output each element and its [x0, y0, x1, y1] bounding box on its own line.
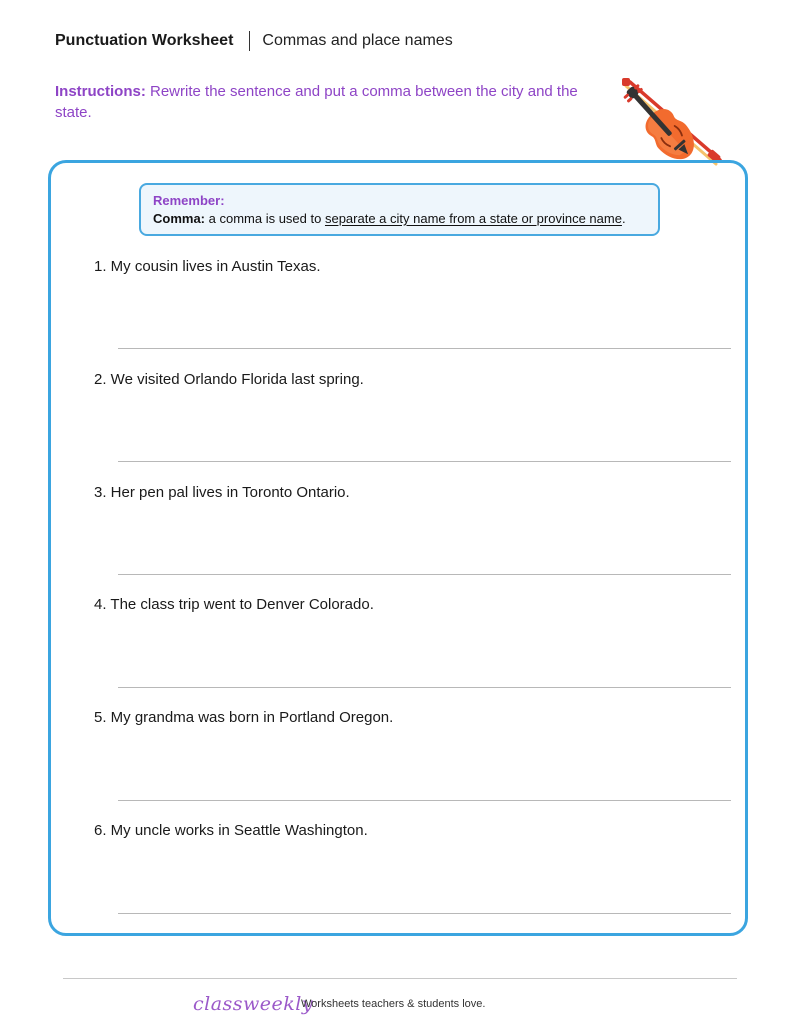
violin-body: [616, 77, 703, 168]
remember-text-underlined: separate a city name from a state or province name: [324, 211, 622, 226]
answer-line-6[interactable]: [118, 913, 731, 914]
remember-title: Remember:: [153, 193, 225, 208]
question-4: 4. The class trip went to Denver Colorado.: [94, 596, 374, 613]
remember-box: [139, 183, 660, 236]
remember-body: [153, 209, 646, 229]
answer-line-1[interactable]: [118, 348, 731, 349]
remember-text-after: .: [621, 211, 626, 226]
footer-tagline: Worksheets teachers & students love.: [301, 998, 486, 1010]
instructions-label: Instructions:: [55, 83, 146, 100]
question-1: 1. My cousin lives in Austin Texas.: [94, 258, 321, 275]
classweekly-logo: classweekly: [193, 993, 314, 1015]
questions-box: [48, 160, 748, 936]
answer-line-4[interactable]: [118, 687, 731, 688]
answer-line-5[interactable]: [118, 800, 731, 801]
instructions-text: Rewrite the sentence and put a comma between the city and the state.: [55, 83, 578, 121]
answer-line-3[interactable]: [118, 574, 731, 575]
worksheet-header: [55, 30, 453, 52]
answer-line-2[interactable]: [118, 461, 731, 462]
question-5: 5. My grandma was born in Portland Oregon.: [94, 709, 394, 726]
remember-term: Comma:: [153, 211, 206, 226]
header-divider: [249, 31, 250, 51]
worksheet-title: Punctuation Worksheet: [55, 32, 234, 49]
remember-text-before: a comma is used to: [205, 211, 325, 226]
instructions: [55, 81, 600, 123]
worksheet-subtitle: Commas and place names: [262, 32, 453, 49]
question-6: 6. My uncle works in Seattle Washington.: [94, 822, 368, 839]
question-3: 3. Her pen pal lives in Toronto Ontario.: [94, 484, 350, 501]
footer-divider: [63, 978, 737, 979]
question-2: 2. We visited Orlando Florida last spring.: [94, 371, 364, 388]
